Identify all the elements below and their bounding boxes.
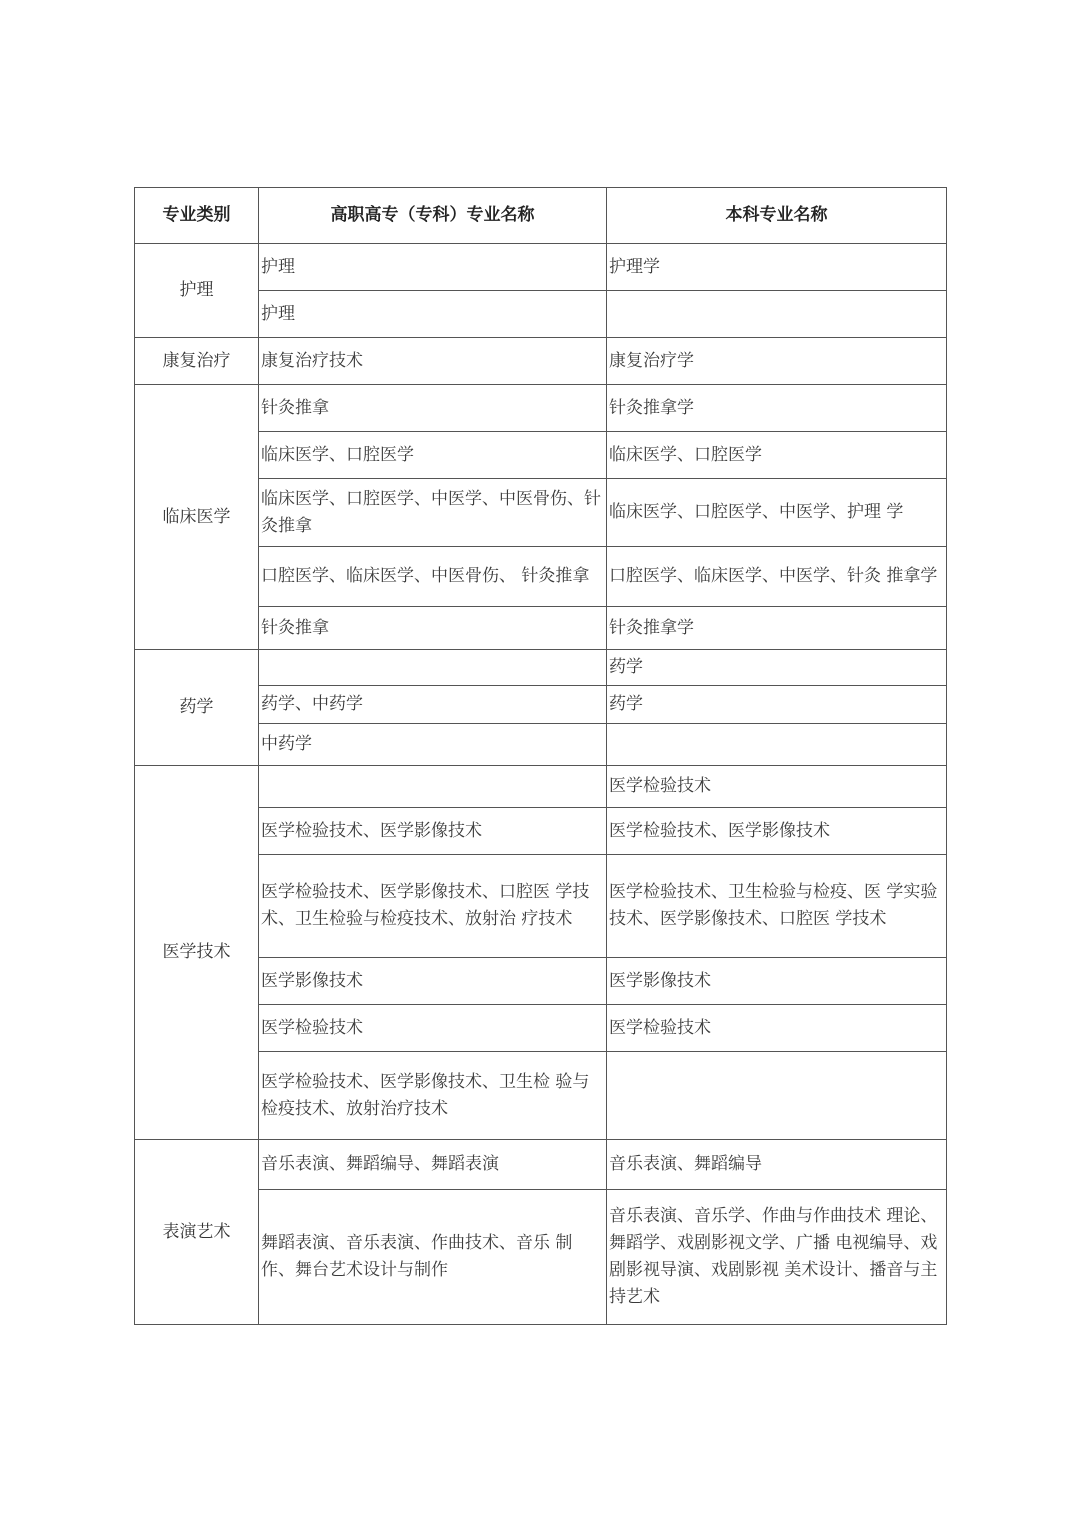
vocational-cell: 护理 (259, 291, 607, 338)
vocational-cell: 口腔医学、临床医学、中医骨伤、 针灸推拿 (259, 547, 607, 607)
table-row (135, 650, 947, 686)
vocational-cell (259, 650, 607, 686)
header-category: 专业类别 (135, 188, 259, 244)
undergraduate-cell (607, 291, 947, 338)
undergraduate-cell: 针灸推拿学 (607, 607, 947, 650)
undergraduate-cell: 医学检验技术、卫生检验与检疫、医 学实验技术、医学影像技术、口腔医 学技术 (607, 855, 947, 958)
category-cell: 临床医学 (135, 385, 259, 650)
undergraduate-cell: 药学 (607, 650, 947, 686)
vocational-cell: 医学检验技术、医学影像技术、口腔医 学技术、卫生检验与检疫技术、放射治 疗技术 (259, 855, 607, 958)
vocational-cell: 针灸推拿 (259, 607, 607, 650)
undergraduate-cell: 药学 (607, 686, 947, 724)
vocational-cell (259, 766, 607, 808)
vocational-cell: 医学检验技术 (259, 1005, 607, 1052)
table-row (135, 385, 947, 432)
undergraduate-cell: 音乐表演、舞蹈编导 (607, 1140, 947, 1190)
undergraduate-cell: 针灸推拿学 (607, 385, 947, 432)
table-row (135, 244, 947, 291)
category-cell: 康复治疗 (135, 338, 259, 385)
category-cell: 表演艺术 (135, 1140, 259, 1325)
undergraduate-cell: 音乐表演、音乐学、作曲与作曲技术 理论、舞蹈学、戏剧影视文学、广播 电视编导、戏剧影视导演、戏剧影视 美术设计、播音与主持艺术 (607, 1190, 947, 1325)
vocational-cell: 中药学 (259, 724, 607, 766)
category-cell: 护理 (135, 244, 259, 338)
undergraduate-cell: 医学检验技术、医学影像技术 (607, 808, 947, 855)
undergraduate-cell: 口腔医学、临床医学、中医学、针灸 推拿学 (607, 547, 947, 607)
majors-table (134, 187, 947, 1325)
undergraduate-cell (607, 1052, 947, 1140)
vocational-cell: 舞蹈表演、音乐表演、作曲技术、音乐 制作、舞台艺术设计与制作 (259, 1190, 607, 1325)
undergraduate-cell: 医学检验技术 (607, 1005, 947, 1052)
vocational-cell: 音乐表演、舞蹈编导、舞蹈表演 (259, 1140, 607, 1190)
vocational-cell: 医学检验技术、医学影像技术 (259, 808, 607, 855)
table-row (135, 1140, 947, 1190)
vocational-cell: 针灸推拿 (259, 385, 607, 432)
table-row (135, 338, 947, 385)
undergraduate-cell: 临床医学、口腔医学 (607, 432, 947, 479)
vocational-cell: 康复治疗技术 (259, 338, 607, 385)
vocational-cell: 临床医学、口腔医学 (259, 432, 607, 479)
header-vocational: 高职高专（专科）专业名称 (259, 188, 607, 244)
undergraduate-cell: 临床医学、口腔医学、中医学、护理 学 (607, 479, 947, 547)
vocational-cell: 医学检验技术、医学影像技术、卫生检 验与检疫技术、放射治疗技术 (259, 1052, 607, 1140)
undergraduate-cell: 医学检验技术 (607, 766, 947, 808)
category-cell: 医学技术 (135, 766, 259, 1140)
header-undergraduate: 本科专业名称 (607, 188, 947, 244)
undergraduate-cell: 医学影像技术 (607, 958, 947, 1005)
vocational-cell: 医学影像技术 (259, 958, 607, 1005)
table-row (135, 766, 947, 808)
undergraduate-cell (607, 724, 947, 766)
undergraduate-cell: 护理学 (607, 244, 947, 291)
vocational-cell: 临床医学、口腔医学、中医学、中医骨伤、针灸推拿 (259, 479, 607, 547)
category-cell: 药学 (135, 650, 259, 766)
undergraduate-cell: 康复治疗学 (607, 338, 947, 385)
vocational-cell: 护理 (259, 244, 607, 291)
header-row (135, 188, 947, 244)
vocational-cell: 药学、中药学 (259, 686, 607, 724)
